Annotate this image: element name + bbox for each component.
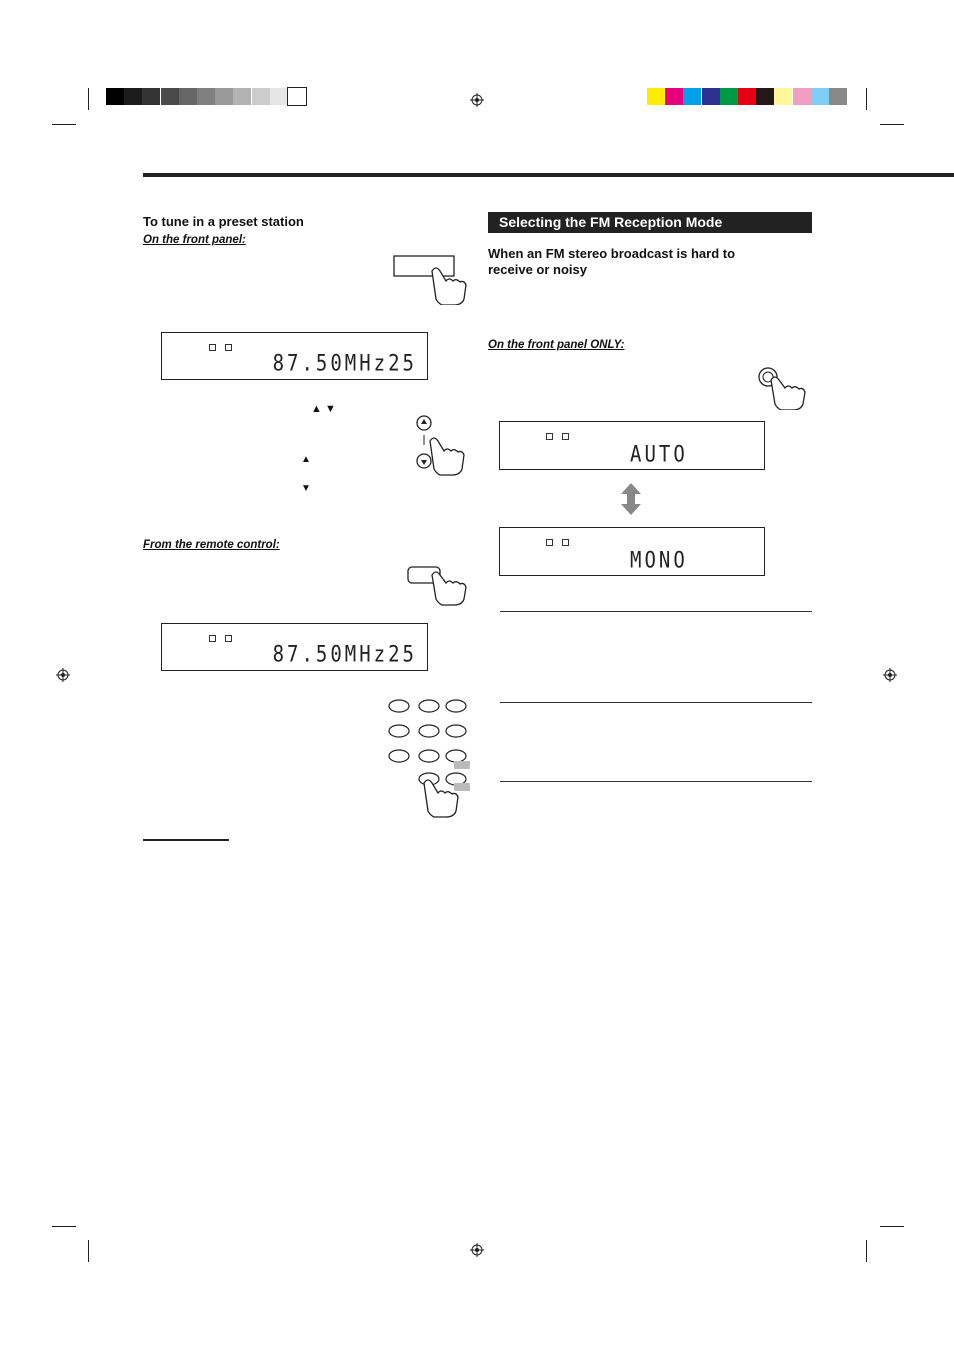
section-title: Selecting the FM Reception Mode (488, 212, 812, 233)
preset-heading: To tune in a preset station (143, 214, 304, 229)
color-swatch (793, 88, 811, 105)
color-swatch (252, 88, 270, 105)
double-arrow-icon (620, 482, 642, 516)
fm-subheading-line: receive or noisy (488, 262, 587, 277)
color-swatch (774, 88, 792, 105)
color-swatch (683, 88, 701, 105)
display-readout: MONO (630, 548, 688, 574)
registration-target-icon (470, 93, 484, 107)
color-swatch (738, 88, 756, 105)
color-swatch (197, 88, 215, 105)
crop-mark (866, 1240, 867, 1262)
press-button-hand-icon (392, 253, 472, 305)
registration-target-icon (56, 668, 70, 682)
fm-subheading (488, 246, 735, 278)
remote-control-label: From the remote control: (143, 539, 280, 551)
color-swatch (288, 88, 306, 105)
color-swatch (829, 88, 847, 105)
crop-mark (52, 124, 76, 125)
display-panel-auto (499, 421, 765, 470)
remote-keypad-hand-icon (388, 697, 472, 819)
section-divider (500, 781, 812, 782)
display-readout: AUTO (630, 442, 688, 468)
display-panel (161, 332, 428, 380)
color-swatch (142, 88, 160, 105)
display-readout: 87.50MHz25 (272, 642, 417, 668)
color-swatch (124, 88, 142, 105)
color-swatch (215, 88, 233, 105)
display-readout: 87.50MHz25 (272, 351, 417, 377)
arrow-updown-glyphs: ▲ ▼ (311, 403, 336, 415)
display-panel-mono (499, 527, 765, 576)
color-swatch (106, 88, 124, 105)
crop-mark (88, 1240, 89, 1262)
header-rule (143, 173, 954, 177)
arrow-up-glyph: ▲ (301, 454, 311, 465)
color-swatch (811, 88, 829, 105)
color-swatch (665, 88, 683, 105)
fm-mode-button-hand-icon (757, 366, 813, 410)
fm-subheading-line: When an FM stereo broadcast is hard to (488, 246, 736, 261)
color-swatch (720, 88, 738, 105)
color-swatch (233, 88, 251, 105)
display-panel (161, 623, 428, 671)
remote-button-hand-icon (406, 565, 474, 607)
color-swatch (647, 88, 665, 105)
note-rule (143, 839, 229, 841)
front-panel-label: On the front panel: (143, 234, 246, 246)
preset-updown-button-hand-icon (412, 413, 474, 479)
crop-mark (866, 88, 867, 110)
crop-mark (880, 1226, 904, 1227)
color-swatch (756, 88, 774, 105)
section-divider (500, 611, 812, 612)
section-divider (500, 702, 812, 703)
color-swatch (161, 88, 179, 105)
color-swatch (270, 88, 288, 105)
crop-mark (880, 124, 904, 125)
color-swatch (702, 88, 720, 105)
crop-mark (52, 1226, 76, 1227)
crop-mark (88, 88, 89, 110)
registration-target-icon (883, 668, 897, 682)
registration-target-icon (470, 1243, 484, 1257)
front-panel-only-label: On the front panel ONLY: (488, 339, 625, 351)
arrow-down-glyph: ▼ (301, 483, 311, 494)
color-swatch (179, 88, 197, 105)
